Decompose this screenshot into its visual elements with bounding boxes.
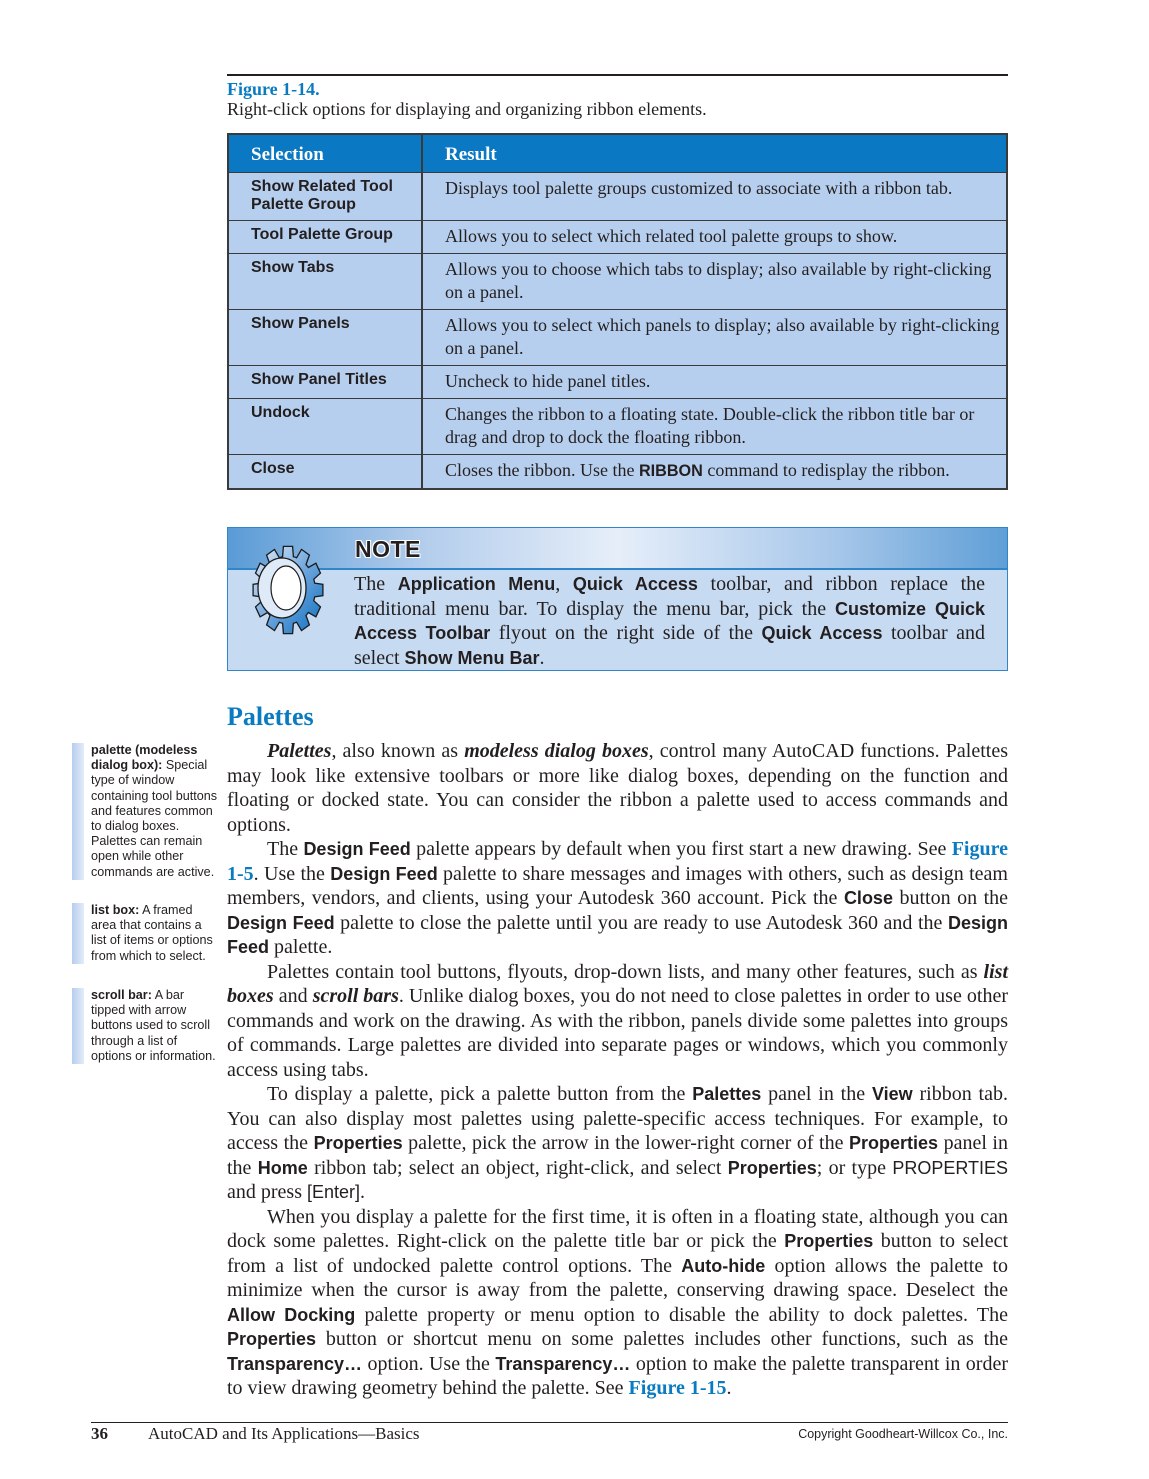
text-run: palette to close the palette until you are ready to use Autodesk 360 and the xyxy=(334,911,948,934)
table-row xyxy=(228,366,1007,399)
text-run: toolbar, and ribbon replace the traditional menu bar. To display the menu bar, pick the xyxy=(354,573,986,620)
bold-term: Transparency… xyxy=(495,1353,631,1374)
text-run: and press xyxy=(227,1181,307,1203)
bold-term: Quick Access xyxy=(761,623,883,643)
text-run: Allows you to select which related tool palette groups to show. xyxy=(445,226,898,246)
note-body xyxy=(354,572,985,670)
glossary-term: list box: xyxy=(91,903,140,917)
cell-selection: Show Panels xyxy=(228,310,422,366)
text-run: Palettes contain tool buttons, flyouts, drop-down lists, and many other features, such as xyxy=(267,960,984,983)
cell-selection: Show Panel Titles xyxy=(228,366,422,399)
figure-link[interactable]: Figure 1-15 xyxy=(628,1377,727,1399)
bold-term: Transparency… xyxy=(227,1353,363,1374)
text-run: . xyxy=(360,1181,366,1203)
bold-term: Show Menu Bar xyxy=(404,647,540,668)
text-run: , also known as xyxy=(331,740,465,762)
text-run: , control many AutoCAD functions. Palettes may look like extensive toolbars or more like dialog boxes, depending on the function and floating or docked state. You can consider the ribbon a palette used to access commands and options. xyxy=(227,740,1008,836)
bold-term: Close xyxy=(843,888,893,908)
text-run: ribbon tab. You can also display most palettes using palette-specific access techniques. For example, to access the xyxy=(227,1083,1008,1154)
text-run: option allows the palette to minimize when the cursor is away from the palette, conserving drawing space. Deselect the xyxy=(227,1254,1009,1301)
text-run: button on the xyxy=(892,887,1009,909)
text-run: When you display a palette for the first time, it is often in a floating state, although you can dock some palettes. Right-click on the palette title bar or pick the xyxy=(227,1205,1008,1252)
text-run: Displays tool palette groups customized to associate with a ribbon tab. xyxy=(445,178,953,198)
text-run: button or shortcut menu on some palettes includes other functions, such as the xyxy=(316,1328,1008,1350)
copyright: Copyright Goodheart-Willcox Co., Inc. xyxy=(798,1427,1008,1441)
footer-rule xyxy=(91,1422,1008,1423)
bold-term: Design Feed xyxy=(227,912,1008,957)
text-run: . xyxy=(539,646,545,669)
cell-result xyxy=(422,366,1007,399)
text-run: palette. xyxy=(269,936,333,958)
text-run: and xyxy=(273,985,313,1007)
book-title: AutoCAD and Its Applications—Basics xyxy=(148,1424,420,1443)
bold-term: Properties xyxy=(784,1231,874,1251)
cell-result xyxy=(422,399,1007,455)
header-selection: Selection xyxy=(228,134,422,173)
key-term: list boxes xyxy=(227,960,1008,1007)
text-run: The xyxy=(354,573,398,595)
glossary-bar xyxy=(72,743,84,880)
text-run: option. Use the xyxy=(362,1352,496,1375)
glossary-entry xyxy=(72,903,218,964)
text-run: To display a palette, pick a palette button from the xyxy=(267,1083,693,1105)
text-run: Closes the ribbon. Use the xyxy=(445,460,639,480)
key-term: Palettes xyxy=(267,740,332,762)
paragraph xyxy=(227,739,1008,837)
text-run: Uncheck to hide panel titles. xyxy=(445,371,651,391)
bold-term: Properties xyxy=(313,1133,403,1153)
cell-selection: Undock xyxy=(228,399,422,455)
top-rule xyxy=(227,74,1008,76)
cell-selection: Tool Palette Group xyxy=(228,221,422,254)
glossary-bar xyxy=(72,903,84,964)
figure-caption: Right-click options for displaying and organizing ribbon elements. xyxy=(227,99,707,119)
text-run: ribbon tab; select an object, right-click, and select xyxy=(307,1156,728,1179)
body-text xyxy=(227,739,1008,1401)
table-row xyxy=(228,399,1007,455)
cell-result xyxy=(422,221,1007,254)
text-run: option to make the palette transparent in order to view drawing geometry behind the palette. See xyxy=(227,1352,1008,1399)
text-run: flyout on the right side of the xyxy=(490,622,762,644)
glossary-bar xyxy=(72,988,84,1064)
glossary-term: scroll bar: xyxy=(91,988,152,1002)
text-run: panel in the xyxy=(227,1132,1008,1179)
text-run: button to select from a list of undocked palette control options. The xyxy=(227,1230,1009,1277)
gear-icon xyxy=(234,534,334,642)
bold-term: Properties xyxy=(849,1133,939,1153)
paragraph xyxy=(227,1082,1008,1205)
glossary-definition: A framed area that contains a list of items or options from which to select. xyxy=(91,903,213,963)
table-header-row xyxy=(228,134,1007,173)
bold-term: Application Menu xyxy=(397,574,556,594)
table-row xyxy=(228,221,1007,254)
key-term: scroll bars xyxy=(312,985,399,1007)
table-row xyxy=(228,173,1007,221)
paragraph xyxy=(227,1205,1008,1401)
bold-term: Palettes xyxy=(692,1084,762,1104)
glossary-entry xyxy=(72,988,218,1064)
glossary-term: palette (modeless dialog box): xyxy=(91,743,198,773)
text-run: panel in the xyxy=(761,1083,872,1105)
text-run: palette appears by default when you first start a new drawing. See xyxy=(410,838,952,860)
text-run: . Unlike dialog boxes, you do not need to close palettes in order to use other commands and work on the drawing. As with the ribbon, panels divide some palettes into groups of commands. Large palettes are divided into separate pages or windows, which you commonly access using tabs. xyxy=(227,985,1008,1081)
paragraph xyxy=(227,960,1008,1083)
text-run: palette, pick the arrow in the lower-right corner of the xyxy=(402,1132,850,1154)
text-run: ; or type xyxy=(816,1156,893,1179)
bold-term: Auto-hide xyxy=(681,1255,766,1276)
note-title: NOTE xyxy=(355,536,421,562)
text-run: Allows you to choose which tabs to display; also available by right-clicking on a panel. xyxy=(445,259,992,302)
cell-result xyxy=(422,455,1007,490)
cell-selection: Show Tabs xyxy=(228,254,422,310)
text-run: Changes the ribbon to a floating state. Double-click the ribbon title bar or drag and drop to dock the floating ribbon. xyxy=(445,404,975,447)
bold-term: View xyxy=(871,1084,913,1104)
bold-term: Design Feed xyxy=(330,863,438,884)
figure-link[interactable]: Figure 1-5 xyxy=(227,838,1009,885)
bold-term: Allow Docking xyxy=(227,1304,356,1325)
section-heading: Palettes xyxy=(227,702,314,731)
paragraph xyxy=(227,837,1008,960)
ribbon-options-table xyxy=(227,133,1008,490)
text-run: , xyxy=(555,573,573,595)
table-row xyxy=(228,310,1007,366)
text-run: palette to share messages and images with others, such as design team members, vendors, and clients, using your Autodesk 360 account. Pick the xyxy=(227,862,1008,909)
page-number: 36 xyxy=(91,1424,108,1443)
glossary-definition: A bar tipped with arrow buttons used to scroll through a list of options or information. xyxy=(91,988,216,1063)
text-run: palette property or menu option to disable the ability to dock palettes. The xyxy=(355,1303,1008,1326)
note-header xyxy=(228,528,1007,570)
bold-term: Design Feed xyxy=(303,839,411,859)
figure-label: Figure 1-14. xyxy=(227,79,320,99)
bold-term: RIBBON xyxy=(638,462,703,480)
cell-selection: Show Related Tool Palette Group xyxy=(228,173,422,221)
bold-term: Design Feed xyxy=(227,912,335,933)
bold-term: Quick Access xyxy=(572,574,698,594)
text-run: The xyxy=(267,838,304,860)
text-run: . xyxy=(726,1377,732,1399)
glossary-definition: Special type of window containing tool buttons and features common to dialog boxes. Palettes can remain open while other commands are active. xyxy=(91,758,218,879)
key-term: modeless dialog boxes xyxy=(464,740,649,762)
command-text: [Enter] xyxy=(306,1182,361,1202)
cell-selection: Close xyxy=(228,455,422,490)
glossary-entry xyxy=(72,743,218,880)
table-row xyxy=(228,455,1007,490)
text-run: command to redisplay the ribbon. xyxy=(702,460,950,480)
text-run: . Use the xyxy=(253,862,331,885)
cell-result xyxy=(422,173,1007,221)
bold-term: Home xyxy=(257,1157,308,1178)
bold-term: Customize Quick Access Toolbar xyxy=(354,598,985,643)
text-run: toolbar and select xyxy=(354,622,986,669)
header-result: Result xyxy=(422,134,1007,173)
bold-term: Properties xyxy=(227,1329,317,1349)
cell-result xyxy=(422,310,1007,366)
table-row xyxy=(228,254,1007,310)
command-text: PROPERTIES xyxy=(892,1157,1009,1178)
bold-term: Properties xyxy=(727,1157,817,1178)
cell-result xyxy=(422,254,1007,310)
note-box xyxy=(227,527,1008,671)
text-run: Allows you to select which panels to display; also available by right-clicking on a panel. xyxy=(445,315,1000,358)
